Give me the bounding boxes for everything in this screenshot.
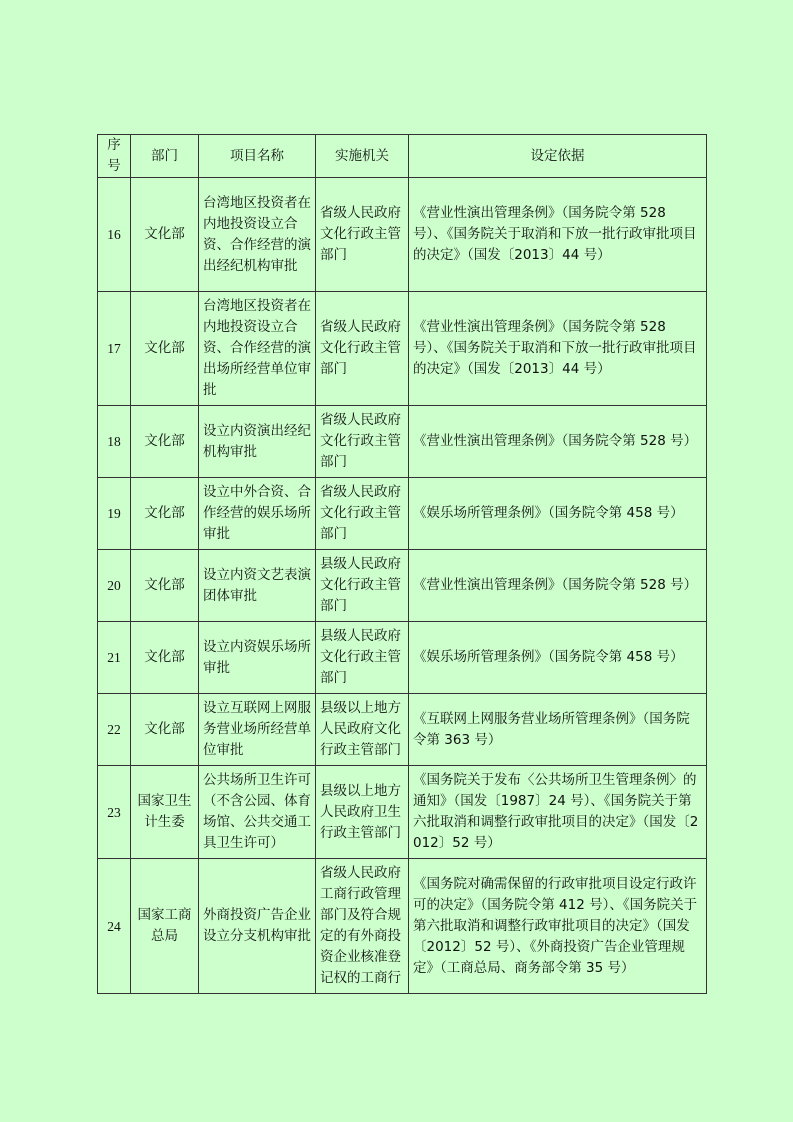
cell-dept: 文化部: [131, 550, 199, 622]
cell-name: 设立中外合资、合作经营的娱乐场所审批: [199, 478, 316, 550]
cell-dept: 文化部: [131, 622, 199, 694]
table-row: [98, 178, 707, 292]
cell-basis: 《娱乐场所管理条例》（国务院令第 458 号）: [409, 622, 707, 694]
table-row: [98, 478, 707, 550]
cell-no: 16: [98, 178, 131, 292]
cell-basis: 《营业性演出管理条例》（国务院令第 528 号）、《国务院关于取消和下放一批行政审批项目的决定》（国发〔2013〕44 号）: [409, 292, 707, 406]
header-basis: 设定依据: [409, 135, 707, 178]
cell-name: 设立内资文艺表演团体审批: [199, 550, 316, 622]
cell-org: 省级人民政府工商行政管理部门及符合规定的有外商投资企业核准登记权的工商行: [316, 859, 409, 994]
cell-no: 24: [98, 859, 131, 994]
cell-basis: 《营业性演出管理条例》（国务院令第 528 号）: [409, 550, 707, 622]
cell-name: 设立互联网上网服务营业场所经营单位审批: [199, 694, 316, 766]
cell-basis: 《娱乐场所管理条例》（国务院令第 458 号）: [409, 478, 707, 550]
cell-org: 省级人民政府文化行政主管部门: [316, 406, 409, 478]
cell-dept: 文化部: [131, 292, 199, 406]
header-dept: 部门: [131, 135, 199, 178]
cell-no: 18: [98, 406, 131, 478]
cell-org: 县级以上地方人民政府卫生行政主管部门: [316, 766, 409, 859]
cell-org: 县级人民政府文化行政主管部门: [316, 550, 409, 622]
cell-org: 省级人民政府文化行政主管部门: [316, 478, 409, 550]
table-row: [98, 292, 707, 406]
cell-dept: 文化部: [131, 406, 199, 478]
header-org: 实施机关: [316, 135, 409, 178]
cell-no: 17: [98, 292, 131, 406]
cell-dept: 文化部: [131, 178, 199, 292]
cell-no: 19: [98, 478, 131, 550]
table-header-row: [98, 135, 707, 178]
table-row: [98, 859, 707, 994]
cell-name: 外商投资广告企业设立分支机构审批: [199, 859, 316, 994]
cell-org: 省级人民政府文化行政主管部门: [316, 292, 409, 406]
cell-org: 省级人民政府文化行政主管部门: [316, 178, 409, 292]
cell-name: 公共场所卫生许可（不含公园、体育场馆、公共交通工具卫生许可）: [199, 766, 316, 859]
cell-dept: 文化部: [131, 694, 199, 766]
cell-basis: 《互联网上网服务营业场所管理条例》（国务院令第 363 号）: [409, 694, 707, 766]
cell-no: 22: [98, 694, 131, 766]
table-row: [98, 766, 707, 859]
cell-dept: 国家工商总局: [131, 859, 199, 994]
table-row: [98, 406, 707, 478]
cell-org: 县级以上地方人民政府文化行政主管部门: [316, 694, 409, 766]
cell-no: 23: [98, 766, 131, 859]
cell-name: 台湾地区投资者在内地投资设立合资、合作经营的演出经纪机构审批: [199, 178, 316, 292]
cell-basis: 《营业性演出管理条例》（国务院令第 528 号）、《国务院关于取消和下放一批行政审批项目的决定》（国发〔2013〕44 号）: [409, 178, 707, 292]
approval-items-table: [97, 134, 707, 994]
cell-name: 设立内资娱乐场所审批: [199, 622, 316, 694]
cell-name: 台湾地区投资者在内地投资设立合资、合作经营的演出场所经营单位审批: [199, 292, 316, 406]
cell-name: 设立内资演出经纪机构审批: [199, 406, 316, 478]
header-name: 项目名称: [199, 135, 316, 178]
table-row: [98, 550, 707, 622]
table-row: [98, 622, 707, 694]
cell-dept: 国家卫生计生委: [131, 766, 199, 859]
cell-basis: 《国务院关于发布〈公共场所卫生管理条例〉的通知》（国发〔1987〕24 号）、《国务院关于第六批取消和调整行政审批项目的决定》（国发〔2012〕52 号）: [409, 766, 707, 859]
header-no: 序号: [98, 135, 131, 178]
cell-no: 20: [98, 550, 131, 622]
cell-dept: 文化部: [131, 478, 199, 550]
cell-basis: 《营业性演出管理条例》（国务院令第 528 号）: [409, 406, 707, 478]
cell-basis: 《国务院对确需保留的行政审批项目设定行政许可的决定》（国务院令第 412 号）、《国务院关于第六批取消和调整行政审批项目的决定》（国发〔2012〕52 号）、《外商投资广告企业管理规定》（工商总局、商务部令第 35 号）: [409, 859, 707, 994]
table-row: [98, 694, 707, 766]
cell-org: 县级人民政府文化行政主管部门: [316, 622, 409, 694]
cell-no: 21: [98, 622, 131, 694]
